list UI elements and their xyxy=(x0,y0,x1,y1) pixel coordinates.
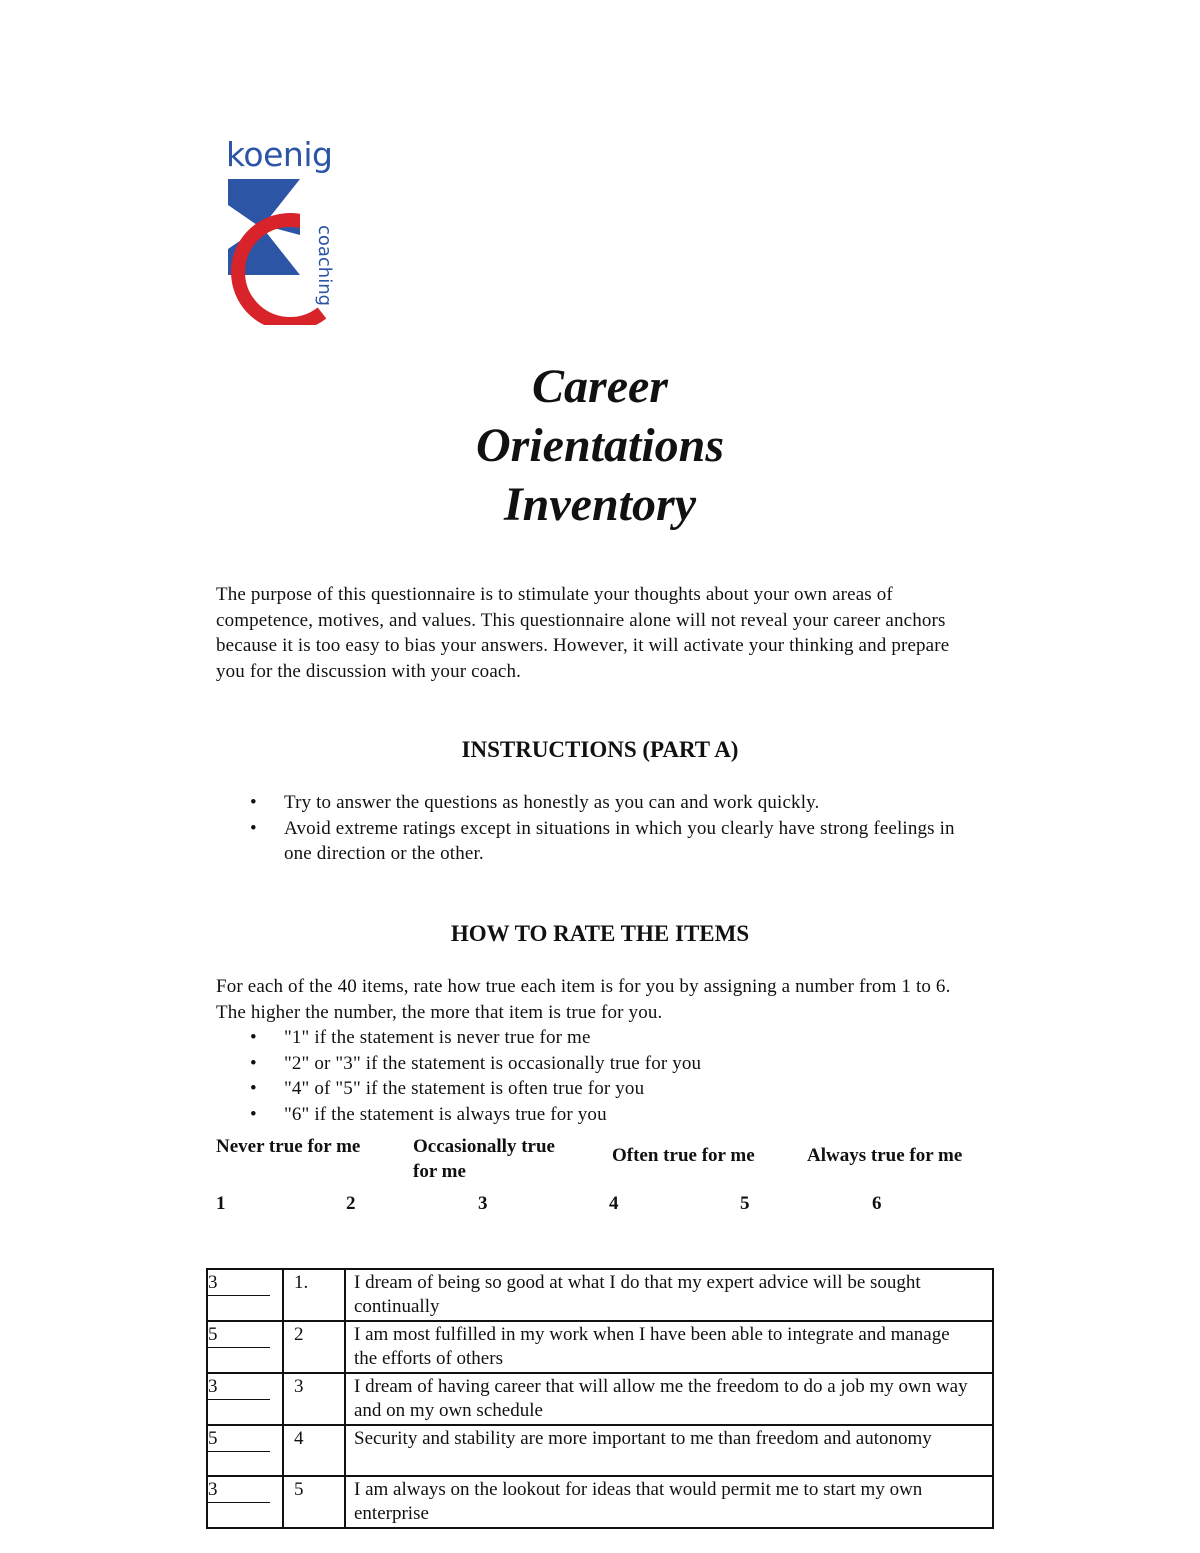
rating-rule-item: • "4" of "5" if the statement is often true for you xyxy=(216,1076,956,1102)
scale-number-6: 6 xyxy=(872,1193,882,1214)
score-value[interactable]: 5 xyxy=(208,1323,270,1348)
logo-wordmark: koenig xyxy=(226,135,333,174)
scale-label-never: Never true for me xyxy=(216,1136,361,1157)
title-line-3: Inventory xyxy=(504,478,696,531)
scale-label-occasionally: Occasionally true for me xyxy=(413,1136,555,1182)
rating-section xyxy=(216,974,956,1127)
instruction-item: • Try to answer the questions as honestly as you can and work quickly. xyxy=(216,790,956,816)
table-row xyxy=(207,1425,993,1476)
score-value[interactable]: 3 xyxy=(208,1478,270,1503)
score-cell[interactable] xyxy=(207,1425,283,1476)
table-row xyxy=(207,1321,993,1373)
rating-rule-item: • "1" if the statement is never true for me xyxy=(216,1025,956,1051)
scale-number-1: 1 xyxy=(216,1193,226,1214)
rating-heading: HOW TO RATE THE ITEMS xyxy=(450,921,750,946)
instruction-item: • Avoid extreme ratings except in situations in which you clearly have strong feelings in one direction or the other. xyxy=(216,816,956,867)
score-value[interactable]: 3 xyxy=(208,1271,270,1296)
scale-label-always: Always true for me xyxy=(807,1145,963,1166)
scale-number-3: 3 xyxy=(478,1193,488,1214)
item-number: 4 xyxy=(283,1425,345,1476)
score-cell[interactable] xyxy=(207,1476,283,1528)
intro-paragraph: The purpose of this questionnaire is to stimulate your thoughts about your own areas of competence, motives, and values. This questionnaire alone will not reveal your career anchors because it is too easy to bias your answers. However, it will activate your thinking and prepare you for the discussion with your coach. xyxy=(216,584,950,682)
table-row xyxy=(207,1269,993,1321)
questionnaire-table xyxy=(206,1268,994,1529)
item-text: I dream of being so good at what I do that my expert advice will be sought continually xyxy=(345,1269,993,1321)
item-text: Security and stability are more important to me than freedom and autonomy xyxy=(345,1425,993,1476)
document-title xyxy=(0,357,1200,534)
title-line-1: Career xyxy=(532,360,668,413)
item-number: 1. xyxy=(283,1269,345,1321)
score-cell[interactable] xyxy=(207,1373,283,1425)
score-cell[interactable] xyxy=(207,1321,283,1373)
logo-subtext: coaching xyxy=(314,224,336,307)
table-row xyxy=(207,1476,993,1528)
koenig-coaching-logo xyxy=(226,135,336,325)
item-text: I am most fulfilled in my work when I have been able to integrate and manage the efforts of others xyxy=(345,1321,993,1373)
item-text: I dream of having career that will allow me the freedom to do a job my own way and on my own schedule xyxy=(345,1373,993,1425)
item-text: I am always on the lookout for ideas that would permit me to start my own enterprise xyxy=(345,1476,993,1528)
title-line-2: Orientations xyxy=(475,419,725,472)
scale-label-often: Often true for me xyxy=(612,1145,755,1166)
item-number: 5 xyxy=(283,1476,345,1528)
score-value[interactable]: 5 xyxy=(208,1427,270,1452)
instructions-heading: INSTRUCTIONS (PART A) xyxy=(461,737,739,762)
rating-intro: For each of the 40 items, rate how true each item is for you by assigning a number from 1 to 6. The higher the number, the more that item is true for you. xyxy=(216,976,951,1023)
rating-rule-item: • "6" if the statement is always true for you xyxy=(216,1102,956,1128)
instructions-list xyxy=(216,790,956,867)
score-cell[interactable] xyxy=(207,1269,283,1321)
scale-number-5: 5 xyxy=(740,1193,750,1214)
scale-number-4: 4 xyxy=(609,1193,619,1214)
scale-number-2: 2 xyxy=(346,1193,356,1214)
score-value[interactable]: 3 xyxy=(208,1375,270,1400)
table-row xyxy=(207,1373,993,1425)
item-number: 2 xyxy=(283,1321,345,1373)
rating-rule-item: • "2" or "3" if the statement is occasionally true for you xyxy=(216,1051,956,1077)
item-number: 3 xyxy=(283,1373,345,1425)
